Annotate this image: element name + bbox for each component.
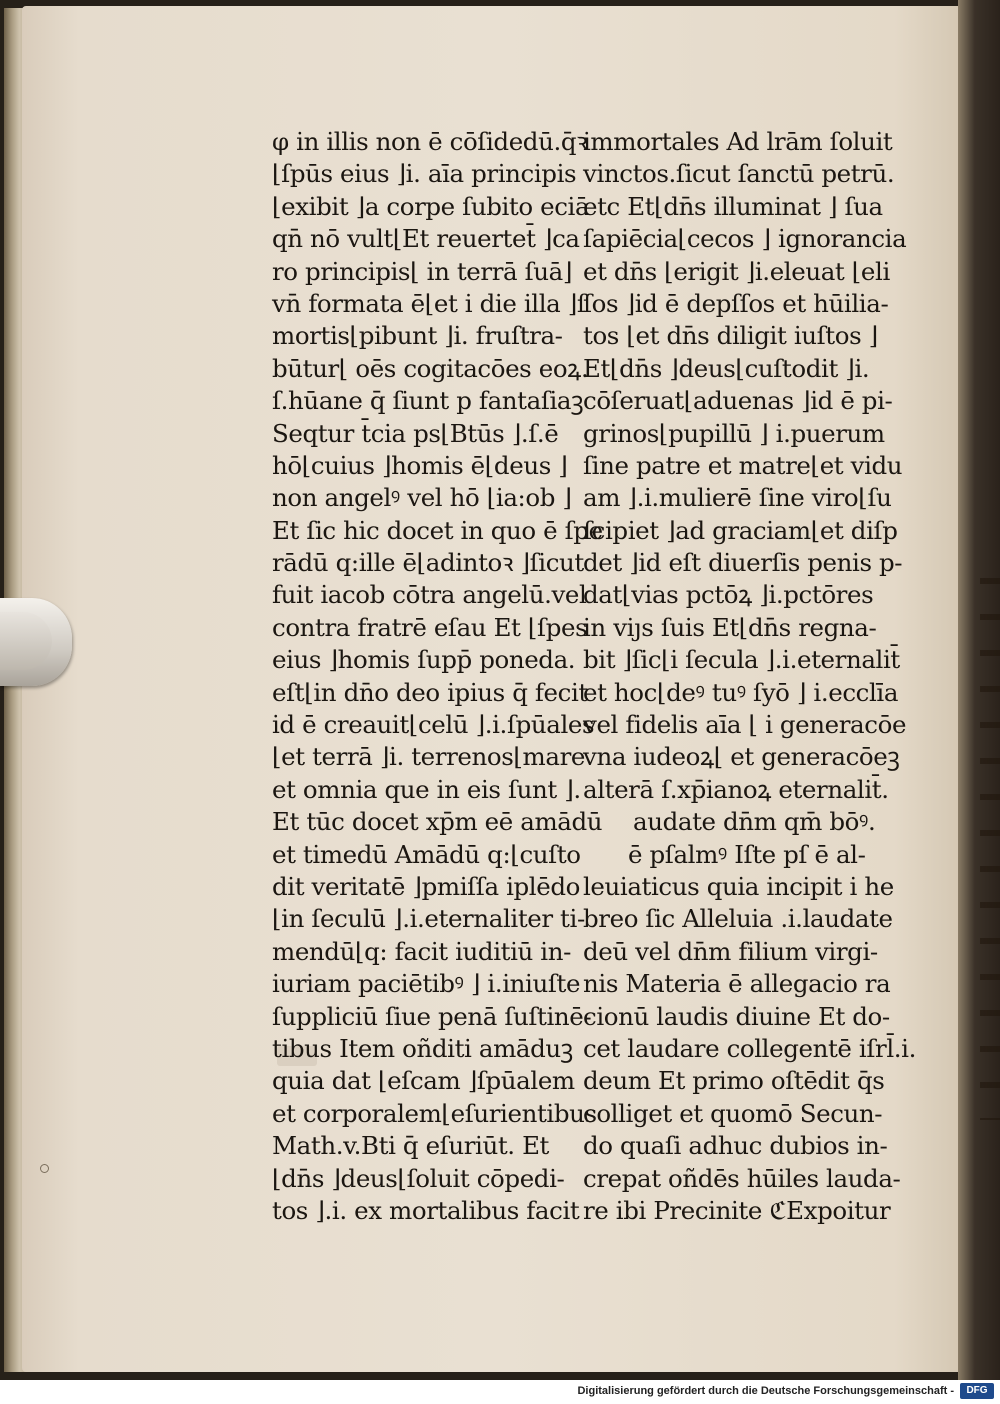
- text-line: vna iudeoꝝ⌊ et generacōeꝫ: [583, 742, 900, 772]
- text-line: id ē creauit⌊celū ⌋.i.ſpūales: [272, 710, 595, 740]
- text-line: dit veritatē ⌋pmiſſa iplēdo: [272, 871, 580, 901]
- page-clip-inner: [0, 612, 52, 670]
- text-line: et omnia que in eis ſunt ⌋.: [272, 774, 581, 804]
- text-line: Et tūc docet xp̄m eē amādū: [272, 807, 603, 837]
- right-text-column: [583, 126, 916, 1227]
- text-line: ſapiēcia⌊cecos ⌋ ignorancia: [583, 224, 907, 254]
- text-line: fuit iacob cōtra angelū.vel: [272, 580, 587, 610]
- text-line: ro principis⌊ in terrā ſuā⌋: [272, 256, 573, 286]
- text-line: non angelꝰ vel hō ⌊ia:ob ⌋: [272, 483, 572, 513]
- text-line: breo ſic Alleluia .i.laudate: [583, 904, 893, 934]
- text-line: vn̄ formata ē⌊et i die illa ⌋ſ: [272, 288, 586, 318]
- text-line: et dn̄s ⌊erigit ⌋i.eleuat ⌊eli: [583, 256, 890, 286]
- text-line: ē pſalmꝰ Iſte pſ ē al-: [628, 839, 866, 869]
- text-line: ⌊ſpūs eius ⌋i. aīa principis: [272, 159, 577, 189]
- text-line: et timedū Amādū q:⌊cuſto: [272, 839, 581, 869]
- text-line: cet laudare collegentē iſrl̄.i.: [583, 1033, 916, 1063]
- text-line: φ in illis non ē cōſidedū.q̄ꝛ: [272, 127, 588, 156]
- text-line: audate dn̄m qm̄ bōꝰ.: [633, 807, 876, 837]
- text-line: ⌊exibit ⌋a corpe ſubito eciā: [272, 191, 590, 221]
- text-line: ſine patre et matre⌊et vidu: [583, 450, 903, 480]
- text-line: ⌊et terrā ⌋i. terrenos⌊mare: [272, 742, 585, 772]
- text-line: crepat oñdēs hūiles lauda-: [583, 1163, 901, 1193]
- text-line: quia dat ⌊eſcam ⌋ſpūalem: [272, 1066, 575, 1096]
- footer-bar: [0, 1380, 1000, 1404]
- text-line: ſ.hūane q̄ ſiunt p fantaſiaꝫ: [272, 386, 584, 416]
- text-line: nis Materia ē allegacio ra: [583, 969, 891, 999]
- text-line: ⌊in ſeculū ⌋.i.eternaliter ti-: [272, 904, 585, 934]
- funding-caption: Digitalisierung gefördert durch die Deutsche Forschungsgemeinschaft -: [577, 1385, 954, 1397]
- text-line: Et ſic hic docet in quo ē ſpe: [272, 515, 603, 545]
- text-line: vel fidelis aīa ⌊ i generacōe: [583, 710, 907, 740]
- text-line: iuriam paciētibꝰ ⌋ i.iniuſte: [272, 969, 581, 999]
- page-clip: [0, 598, 72, 686]
- text-line: mendū⌊q: facit iuditiū in-: [272, 936, 571, 966]
- text-line: do quaſi adhuc dubios in-: [583, 1131, 888, 1161]
- text-line: immortales Ad lrām ſoluit: [583, 127, 893, 156]
- left-text-column: [272, 126, 603, 1227]
- text-line: Math.v.Bti q̄ eſuriūt. Et: [272, 1131, 549, 1161]
- text-line: būtur⌊ oēs cogitacōes eoꝝ.: [272, 353, 589, 383]
- text-line: ⌊dn̄s ⌋deus⌊ſoluit cōpedi-: [272, 1163, 565, 1193]
- text-line: mortis⌊pibunt ⌋i. fruſtra-: [272, 321, 563, 351]
- text-line: tibus Item oñditi amāduꝫ: [272, 1033, 573, 1063]
- text-line: alterā ſ.xp̄ianoꝝ eternalit̄.: [583, 774, 889, 804]
- text-line: det ⌋id eſt diuerſis penis p-: [583, 548, 903, 578]
- text-line: dat⌊vias pctōꝝ ⌋i.pctōres: [583, 580, 874, 610]
- text-line: vinctos.ſicut ſanctū petrū.: [583, 159, 895, 189]
- text-line: eius ⌋homis ſupp̄ poneda.: [272, 645, 576, 675]
- dfg-logo: DFG: [960, 1383, 994, 1399]
- text-line: tos ⌊et dn̄s diligit iuſtos ⌋: [583, 321, 878, 351]
- text-line: deum Et primo oſtēdit q̄s: [583, 1066, 885, 1096]
- text-line: am ⌋.i.mulierē ſine viro⌊ſu: [583, 483, 892, 513]
- text-line: contra fratrē eſau Et ⌊ſpes: [272, 612, 588, 642]
- text-line: ſos ⌋id ē depſſos et hūilia-: [583, 288, 889, 318]
- pin-hole: [40, 1164, 49, 1173]
- text-line: rādū q:ille ē⌊adintoꝛ ⌋ſicut: [272, 548, 584, 578]
- text-line: Seqtur t̄cia ps⌊Btūs ⌋.ſ.ē: [272, 418, 559, 448]
- text-line: ſcipiet ⌋ad graciam⌊et diſp: [583, 515, 898, 545]
- text-line: bit ⌋ſic⌊i ſecula ⌋.i.eternalit̄: [583, 645, 900, 675]
- text-line: colliget et quomō Secun-: [583, 1098, 883, 1128]
- text-line: re ibi Precinite ℭExpoitur: [583, 1195, 891, 1225]
- text-line: cionū laudis diuine Et do-: [583, 1001, 890, 1031]
- text-line: tos ⌋.i. ex mortalibus facit: [272, 1195, 580, 1225]
- text-line: Et⌊dn̄s ⌋deus⌊cuſtodit ⌋i.: [583, 353, 870, 383]
- text-line: eſt⌊in dn̄o deo ipius q̄ fecit: [272, 677, 588, 707]
- adjacent-page-text: [980, 560, 1000, 1120]
- text-line: grinos⌊pupillū ⌋ i.puerum: [583, 418, 885, 448]
- text-line: ſuppliciū ſiue penā ſuſtinē-: [272, 1001, 592, 1031]
- text-line: leuiaticus quia incipit i he: [583, 871, 894, 901]
- text-line: et hoc⌊deꝰ tuꝰ ſyō ⌋ i.ecclīa: [583, 677, 899, 707]
- text-line: deū vel dn̄m filium virgi-: [583, 936, 878, 966]
- text-line: hō⌊cuius ⌋homis ē⌊deus ⌋: [272, 450, 568, 480]
- text-line: cōſeruat⌊aduenas ⌋id ē pi-: [583, 386, 893, 416]
- text-line: in viȷs ſuis Et⌊dn̄s regna-: [583, 612, 877, 642]
- text-line: qn̄ nō vult⌊Et reuertet̄ ⌋ca: [272, 224, 580, 254]
- text-line: et corporalem⌊eſurientibus: [272, 1098, 597, 1128]
- text-line: etc Et⌊dn̄s illuminat ⌋ ſua: [583, 191, 883, 221]
